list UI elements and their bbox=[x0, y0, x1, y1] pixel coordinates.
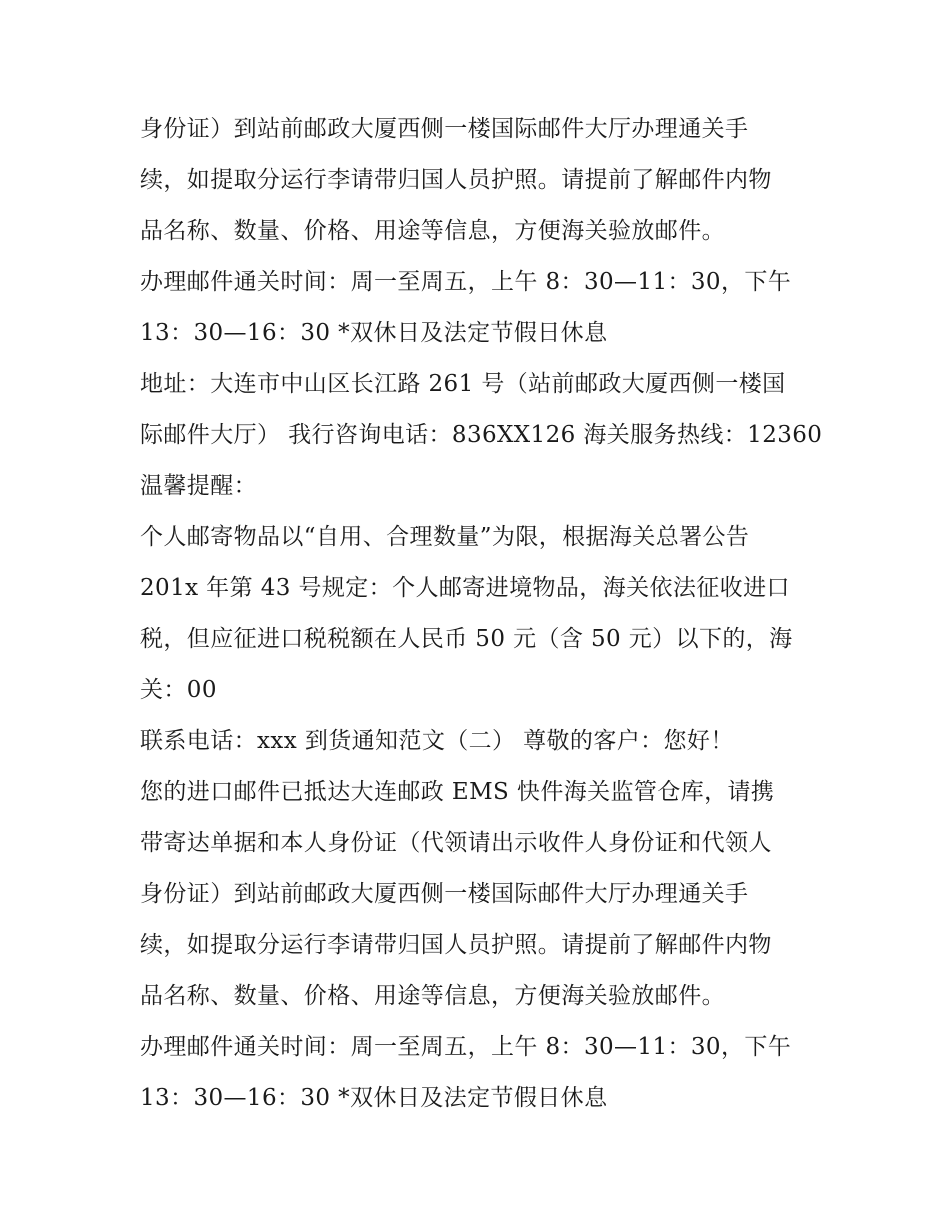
text-line: 13：30—16：30 *双休日及法定节假日休息 bbox=[140, 320, 608, 346]
text-line: 地址：大连市中山区长江路 261 号（站前邮政大厦西侧一楼国 bbox=[140, 371, 786, 397]
text-line: 带寄达单据和本人身份证（代领请出示收件人身份证和代领人 bbox=[140, 830, 772, 856]
text-line: 续，如提取分运行李请带归国人员护照。请提前了解邮件内物 bbox=[140, 932, 772, 958]
text-line: 际邮件大厅） 我行咨询电话：836XX126 海关服务热线：12360 bbox=[140, 422, 823, 448]
text-line: 续，如提取分运行李请带归国人员护照。请提前了解邮件内物 bbox=[140, 167, 772, 193]
text-line: 办理邮件通关时间：周一至周五，上午 8：30—11：30，下午 bbox=[140, 269, 792, 295]
text-line: 201x 年第 43 号规定：个人邮寄进境物品，海关依法征收进口 bbox=[140, 575, 790, 601]
text-line: 税，但应征进口税税额在人民币 50 元（含 50 元）以下的，海 bbox=[140, 626, 793, 652]
text-line: 办理邮件通关时间：周一至周五，上午 8：30—11：30，下午 bbox=[140, 1034, 792, 1060]
text-line: 个人邮寄物品以“自用、合理数量”为限，根据海关总署公告 bbox=[140, 524, 750, 550]
text-line: 关：00 bbox=[140, 677, 217, 703]
text-line: 联系电话：xxx 到货通知范文（二） 尊敬的客户：您好！ bbox=[140, 728, 734, 754]
text-line: 身份证）到站前邮政大厦西侧一楼国际邮件大厅办理通关手 bbox=[140, 881, 749, 907]
text-line: 身份证）到站前邮政大厦西侧一楼国际邮件大厅办理通关手 bbox=[140, 116, 749, 142]
text-line: 13：30—16：30 *双休日及法定节假日休息 bbox=[140, 1085, 608, 1111]
text-line: 品名称、数量、价格、用途等信息，方便海关验放邮件。 bbox=[140, 983, 725, 1009]
text-line: 温馨提醒： bbox=[140, 473, 257, 499]
text-line: 您的进口邮件已抵达大连邮政 EMS 快件海关监管仓库，请携 bbox=[140, 779, 775, 805]
text-line: 品名称、数量、价格、用途等信息，方便海关验放邮件。 bbox=[140, 218, 725, 244]
